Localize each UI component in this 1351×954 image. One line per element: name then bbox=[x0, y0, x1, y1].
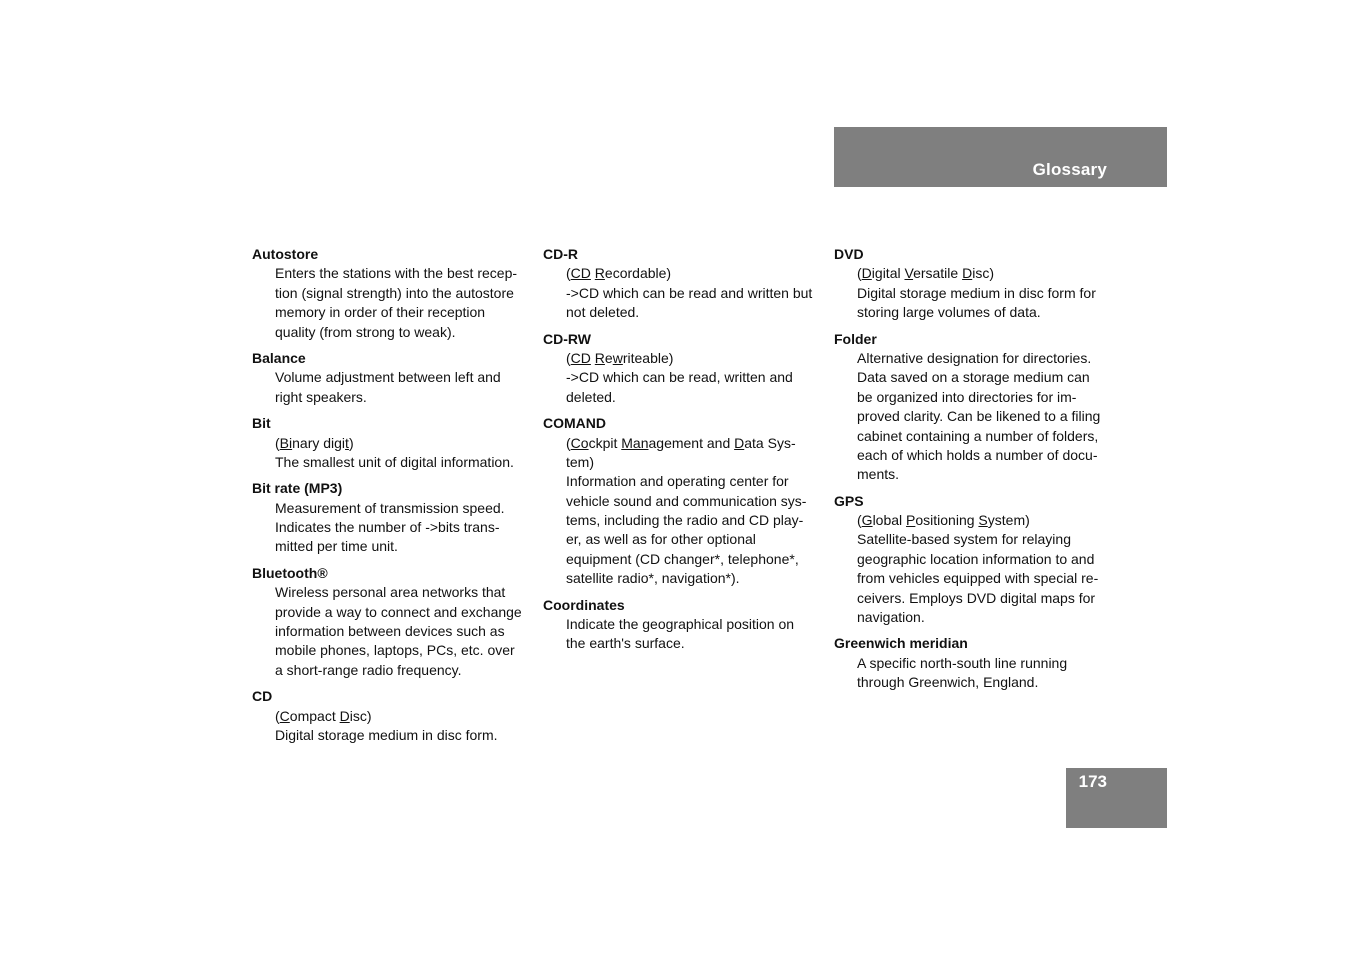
glossary-term: Folder bbox=[834, 330, 877, 347]
text-segment: lobal bbox=[872, 512, 907, 529]
definition-line bbox=[566, 530, 833, 549]
glossary-definition bbox=[834, 511, 1124, 627]
glossary-term: Bit bbox=[252, 415, 271, 432]
glossary-term: CD bbox=[252, 688, 273, 705]
definition-line bbox=[857, 407, 1124, 426]
definition-line bbox=[566, 434, 833, 453]
text-segment: satellite radio*, navigation*). bbox=[566, 570, 740, 587]
glossary-entry bbox=[252, 414, 542, 472]
text-segment: igital bbox=[871, 265, 905, 282]
definition-line bbox=[857, 388, 1124, 407]
text-segment: agement and bbox=[648, 434, 735, 451]
definition-line bbox=[857, 284, 1124, 303]
definition-line bbox=[275, 453, 542, 472]
text-segment: ( bbox=[275, 707, 280, 724]
abbreviation-letters: t bbox=[345, 434, 349, 451]
glossary-entry bbox=[252, 687, 542, 745]
abbreviation-letters: CD bbox=[570, 265, 591, 282]
text-segment: Indicates the number of ->bits trans- bbox=[275, 519, 500, 536]
abbreviation-letters: w bbox=[612, 349, 623, 366]
text-segment: ceivers. Employs DVD digital maps for bbox=[857, 589, 1096, 606]
glossary-definition bbox=[834, 264, 1124, 322]
definition-line bbox=[857, 465, 1124, 484]
glossary-term: GPS bbox=[834, 492, 864, 509]
text-segment: ata Sys- bbox=[744, 434, 796, 451]
text-segment: ompact bbox=[289, 707, 340, 724]
text-segment: ystem) bbox=[987, 512, 1030, 529]
text-segment: ( bbox=[566, 434, 571, 451]
definition-line bbox=[857, 550, 1124, 569]
text-segment: provide a way to connect and exchange bbox=[275, 603, 522, 620]
text-segment: ) bbox=[348, 434, 354, 451]
glossary-entry bbox=[543, 245, 833, 323]
text-segment: A specific north-south line running bbox=[857, 654, 1068, 671]
section-title: Glossary bbox=[1032, 160, 1107, 179]
definition-line bbox=[275, 583, 542, 602]
text-segment: Volume adjustment between left and bbox=[275, 369, 501, 386]
text-segment: memory in order of their reception bbox=[275, 304, 486, 321]
glossary-definition bbox=[834, 654, 1124, 693]
text-segment: through Greenwich, England. bbox=[857, 674, 1039, 691]
abbreviation-letters: D bbox=[734, 434, 745, 451]
definition-line bbox=[566, 264, 833, 283]
definition-line bbox=[275, 388, 542, 407]
glossary-entry bbox=[834, 634, 1124, 692]
abbreviation-letters: R bbox=[594, 265, 605, 282]
glossary-entry bbox=[543, 596, 833, 654]
text-segment: Indicate the geographical position on bbox=[566, 616, 795, 633]
definition-line bbox=[566, 634, 833, 653]
text-segment: Wireless personal area networks that bbox=[275, 584, 506, 601]
definition-line bbox=[275, 368, 542, 387]
text-segment: information between devices such as bbox=[275, 623, 505, 640]
definition-line bbox=[566, 303, 833, 322]
definition-line bbox=[566, 349, 833, 368]
definition-line bbox=[566, 453, 833, 472]
definition-line bbox=[275, 622, 542, 641]
text-segment: riteable) bbox=[622, 349, 674, 366]
text-segment: the earth's surface. bbox=[566, 635, 685, 652]
glossary-term: DVD bbox=[834, 246, 864, 262]
definition-line bbox=[275, 499, 542, 518]
text-segment: ments. bbox=[857, 466, 900, 483]
text-segment: Alternative designation for directories. bbox=[857, 349, 1092, 366]
abbreviation-letters: Co bbox=[570, 434, 589, 451]
glossary-entry bbox=[252, 349, 542, 407]
section-header-bar bbox=[834, 127, 1167, 187]
definition-line bbox=[566, 388, 833, 407]
text-segment: mitted per time unit. bbox=[275, 538, 398, 555]
definition-line bbox=[857, 427, 1124, 446]
definition-line bbox=[275, 264, 542, 283]
text-segment: ->CD which can be read and written but bbox=[566, 284, 813, 301]
definition-line bbox=[275, 303, 542, 322]
text-segment: ( bbox=[857, 265, 862, 282]
glossary-term: Bluetooth® bbox=[252, 564, 328, 581]
text-segment: proved clarity. Can be likened to a filing bbox=[857, 408, 1101, 425]
definition-line bbox=[857, 349, 1124, 368]
text-segment: Enters the stations with the best recep- bbox=[275, 265, 518, 282]
glossary-definition bbox=[543, 434, 833, 589]
text-segment: ersatile bbox=[913, 265, 963, 282]
text-segment: from vehicles equipped with special re- bbox=[857, 570, 1099, 587]
definition-line bbox=[857, 530, 1124, 549]
text-segment: navigation. bbox=[857, 609, 925, 626]
definition-line bbox=[275, 641, 542, 660]
definition-line bbox=[857, 303, 1124, 322]
text-segment: Digital storage medium in disc form for bbox=[857, 284, 1096, 301]
text-segment: deleted. bbox=[566, 388, 616, 405]
page-number: 173 bbox=[1078, 772, 1107, 791]
text-segment: ( bbox=[566, 265, 571, 282]
glossary-definition bbox=[252, 368, 542, 407]
abbreviation-letters: CD bbox=[570, 349, 591, 366]
text-segment: geographic location information to and bbox=[857, 550, 1095, 567]
glossary-column-3 bbox=[834, 245, 1124, 700]
glossary-entry bbox=[543, 330, 833, 408]
definition-line bbox=[857, 673, 1124, 692]
text-segment: The smallest unit of digital information. bbox=[275, 453, 514, 470]
text-segment: Satellite-based system for relaying bbox=[857, 531, 1071, 548]
abbreviation-letters: R bbox=[594, 349, 605, 366]
text-segment: storing large volumes of data. bbox=[857, 304, 1041, 321]
text-segment: a short-range radio frequency. bbox=[275, 661, 462, 678]
definition-line bbox=[566, 615, 833, 634]
definition-line bbox=[857, 608, 1124, 627]
text-segment: Information and operating center for bbox=[566, 473, 789, 490]
abbreviation-letters: D bbox=[339, 707, 350, 724]
abbreviation-letters: C bbox=[279, 707, 290, 724]
definition-line bbox=[566, 569, 833, 588]
definition-line bbox=[275, 726, 542, 745]
definition-line bbox=[857, 446, 1124, 465]
definition-line bbox=[857, 368, 1124, 387]
glossary-definition bbox=[252, 707, 542, 746]
text-segment: be organized into directories for im- bbox=[857, 388, 1077, 405]
text-segment: mobile phones, laptops, PCs, etc. over bbox=[275, 642, 515, 659]
definition-line bbox=[275, 518, 542, 537]
abbreviation-letters: S bbox=[978, 512, 988, 529]
text-segment: ositioning bbox=[915, 512, 979, 529]
definition-line bbox=[566, 368, 833, 387]
glossary-entry bbox=[543, 414, 833, 589]
text-segment: cabinet containing a number of folders, bbox=[857, 427, 1099, 444]
text-segment: nary digi bbox=[292, 434, 346, 451]
glossary-term: Coordinates bbox=[543, 596, 625, 613]
definition-line bbox=[275, 434, 542, 453]
abbreviation-letters: V bbox=[904, 265, 914, 282]
definition-line bbox=[857, 264, 1124, 283]
glossary-term: CD-R bbox=[543, 246, 578, 262]
page-number-box bbox=[1066, 768, 1167, 828]
text-segment: right speakers. bbox=[275, 388, 367, 405]
glossary-entry bbox=[252, 564, 542, 680]
definition-line bbox=[275, 323, 542, 342]
text-segment: not deleted. bbox=[566, 304, 640, 321]
definition-line bbox=[275, 284, 542, 303]
text-segment: ( bbox=[275, 434, 280, 451]
definition-line bbox=[566, 472, 833, 491]
glossary-definition bbox=[252, 434, 542, 473]
definition-line bbox=[857, 511, 1124, 530]
definition-line bbox=[275, 603, 542, 622]
abbreviation-letters: Bi bbox=[279, 434, 293, 451]
definition-line bbox=[857, 589, 1124, 608]
definition-line bbox=[275, 661, 542, 680]
text-segment: Digital storage medium in disc form. bbox=[275, 726, 498, 743]
text-segment: er, as well as for other optional bbox=[566, 531, 756, 548]
definition-line bbox=[566, 284, 833, 303]
definition-line bbox=[566, 511, 833, 530]
glossary-definition bbox=[834, 349, 1124, 485]
text-segment: vehicle sound and communication sys- bbox=[566, 492, 807, 509]
glossary-definition bbox=[543, 349, 833, 407]
abbreviation-letters: Man bbox=[621, 434, 649, 451]
glossary-column-1 bbox=[252, 245, 542, 752]
glossary-term: Bit rate (MP3) bbox=[252, 480, 343, 497]
glossary-term: Balance bbox=[252, 349, 306, 366]
text-segment: ckpit bbox=[588, 434, 622, 451]
definition-line bbox=[275, 707, 542, 726]
text-segment: isc) bbox=[972, 265, 994, 282]
glossary-definition bbox=[252, 264, 542, 342]
text-segment: quality (from strong to weak). bbox=[275, 323, 456, 340]
text-segment: tion (signal strength) into the autostore bbox=[275, 284, 514, 301]
text-segment: isc) bbox=[349, 707, 372, 724]
glossary-entry bbox=[252, 245, 542, 342]
text-segment: each of which holds a number of docu- bbox=[857, 446, 1098, 463]
glossary-column-2 bbox=[543, 245, 833, 661]
glossary-term: CD-RW bbox=[543, 330, 591, 347]
text-segment: ecordable) bbox=[604, 265, 672, 282]
glossary-entry bbox=[834, 330, 1124, 485]
abbreviation-letters: D bbox=[962, 265, 973, 282]
text-segment: ( bbox=[857, 512, 862, 529]
text-segment: tems, including the radio and CD play- bbox=[566, 512, 804, 529]
text-segment: Measurement of transmission speed. bbox=[275, 499, 505, 516]
definition-line bbox=[566, 492, 833, 511]
abbreviation-letters: G bbox=[861, 512, 873, 529]
glossary-entry bbox=[252, 479, 542, 557]
glossary-term: Greenwich meridian bbox=[834, 635, 968, 652]
text-segment: ->CD which can be read, written and bbox=[566, 369, 793, 386]
text-segment: tem) bbox=[566, 453, 594, 470]
text-segment: ( bbox=[566, 349, 571, 366]
text-segment: equipment (CD changer*, telephone*, bbox=[566, 550, 799, 567]
glossary-entry bbox=[834, 492, 1124, 628]
definition-line bbox=[857, 569, 1124, 588]
glossary-definition bbox=[252, 583, 542, 680]
glossary-definition bbox=[543, 264, 833, 322]
abbreviation-letters: P bbox=[906, 512, 916, 529]
glossary-term: COMAND bbox=[543, 415, 606, 432]
glossary-definition bbox=[543, 615, 833, 654]
text-segment: e bbox=[604, 349, 613, 366]
glossary-definition bbox=[252, 499, 542, 557]
definition-line bbox=[566, 550, 833, 569]
glossary-term: Autostore bbox=[252, 246, 319, 262]
text-segment: Data saved on a storage medium can bbox=[857, 369, 1090, 386]
definition-line bbox=[857, 654, 1124, 673]
definition-line bbox=[275, 537, 542, 556]
abbreviation-letters: D bbox=[861, 265, 872, 282]
glossary-entry bbox=[834, 245, 1124, 323]
